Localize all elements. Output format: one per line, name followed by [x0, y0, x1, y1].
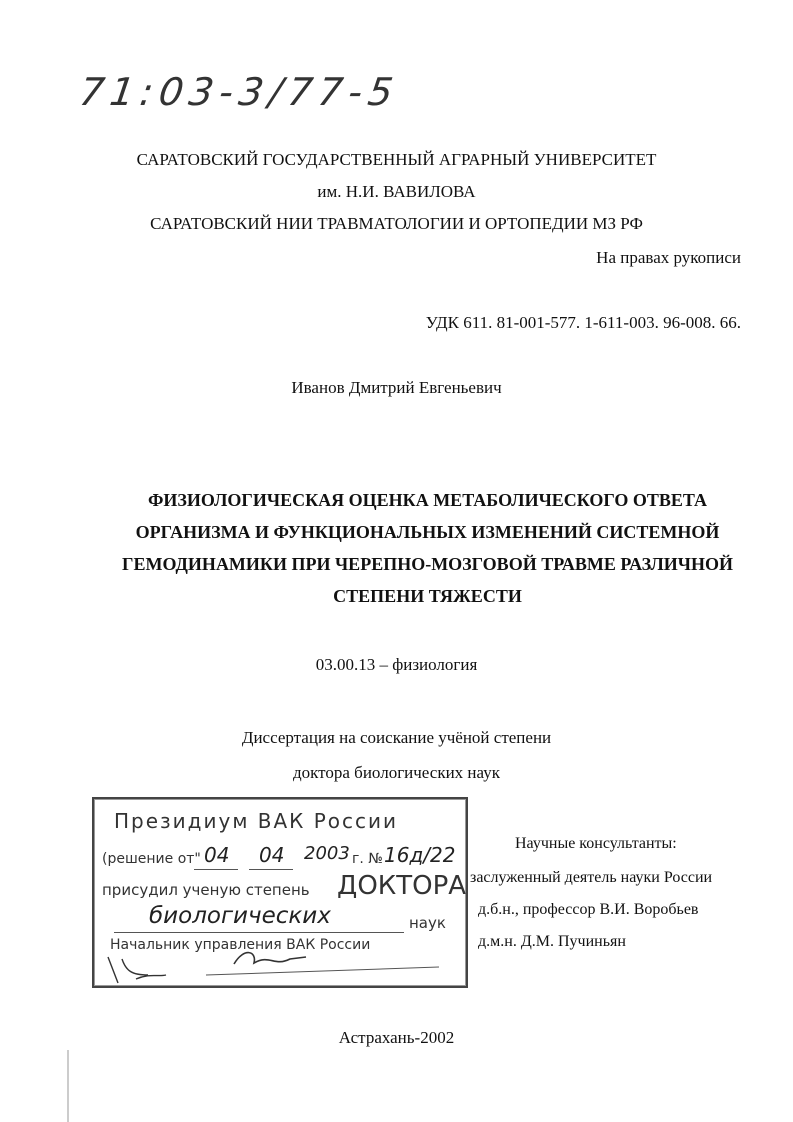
degree-line-1: Диссертация на соискание учёной степени: [241, 728, 552, 747]
stamp-awarded-label: присудил ученую степень: [102, 881, 310, 899]
stamp-number-label: г. №: [352, 851, 383, 867]
author-name: Иванов Дмитрий Евгеньевич: [291, 378, 502, 397]
degree-line-2: доктора биологических наук: [293, 763, 500, 782]
dissertation-title: [60, 484, 793, 612]
title-line: ФИЗИОЛОГИЧЕСКАЯ ОЦЕНКА МЕТАБОЛИЧЕСКОГО ОТВЕТА: [147, 490, 708, 510]
stamp-field-handwritten: биологических: [149, 903, 331, 929]
stamp-day: 04: [204, 843, 230, 867]
archive-code: 71:03-3/77-5: [76, 70, 402, 114]
consultant-line-2: д.б.н., профессор В.И. Воробьев: [478, 901, 699, 918]
stamp-awarded-degree: ДОКТОРА: [337, 871, 467, 901]
city-year: Астрахань-2002: [338, 1028, 455, 1047]
title-line: ГЕМОДИНАМИКИ ПРИ ЧЕРЕПНО-МОЗГОВОЙ ТРАВМЕ РАЗЛИЧНОЙ: [122, 554, 733, 574]
stamp-heading: Президиум ВАК России: [114, 809, 399, 833]
scan-edge-mark: [67, 1050, 69, 1122]
consultant-line-1: заслуженный деятель науки России: [470, 869, 713, 886]
named-after: им. Н.И. ВАВИЛОВА: [317, 182, 476, 201]
vak-stamp: [92, 797, 468, 988]
stamp-number: 16д/22: [384, 843, 456, 867]
manuscript-note: На правах рукописи: [596, 248, 741, 267]
university-name: САРАТОВСКИЙ ГОСУДАРСТВЕННЫЙ АГРАРНЫЙ УНИВЕРСИТЕТ: [136, 150, 657, 169]
title-line: СТЕПЕНИ ТЯЖЕСТИ: [333, 586, 522, 606]
udc-code: УДК 611. 81-001-577. 1-611-003. 96-008. 66.: [425, 313, 741, 332]
stamp-year: 2003: [304, 843, 350, 864]
stamp-head-label: Начальник управления ВАК России: [110, 937, 371, 953]
stamp-field-suffix: наук: [409, 914, 446, 932]
title-line: ОРГАНИЗМА И ФУНКЦИОНАЛЬНЫХ ИЗМЕНЕНИЙ СИСТЕМНОЙ: [135, 522, 720, 542]
specialty: 03.00.13 – физиология: [315, 655, 478, 674]
stamp-month: 04: [259, 843, 285, 867]
consultants-heading: Научные консультанты:: [515, 835, 677, 852]
institute-name: САРАТОВСКИЙ НИИ ТРАВМАТОЛОГИИ И ОРТОПЕДИИ МЗ РФ: [150, 214, 643, 233]
stamp-decision-prefix: (решение от": [102, 851, 201, 867]
consultant-line-3: д.м.н. Д.М. Пучиньян: [478, 933, 626, 950]
